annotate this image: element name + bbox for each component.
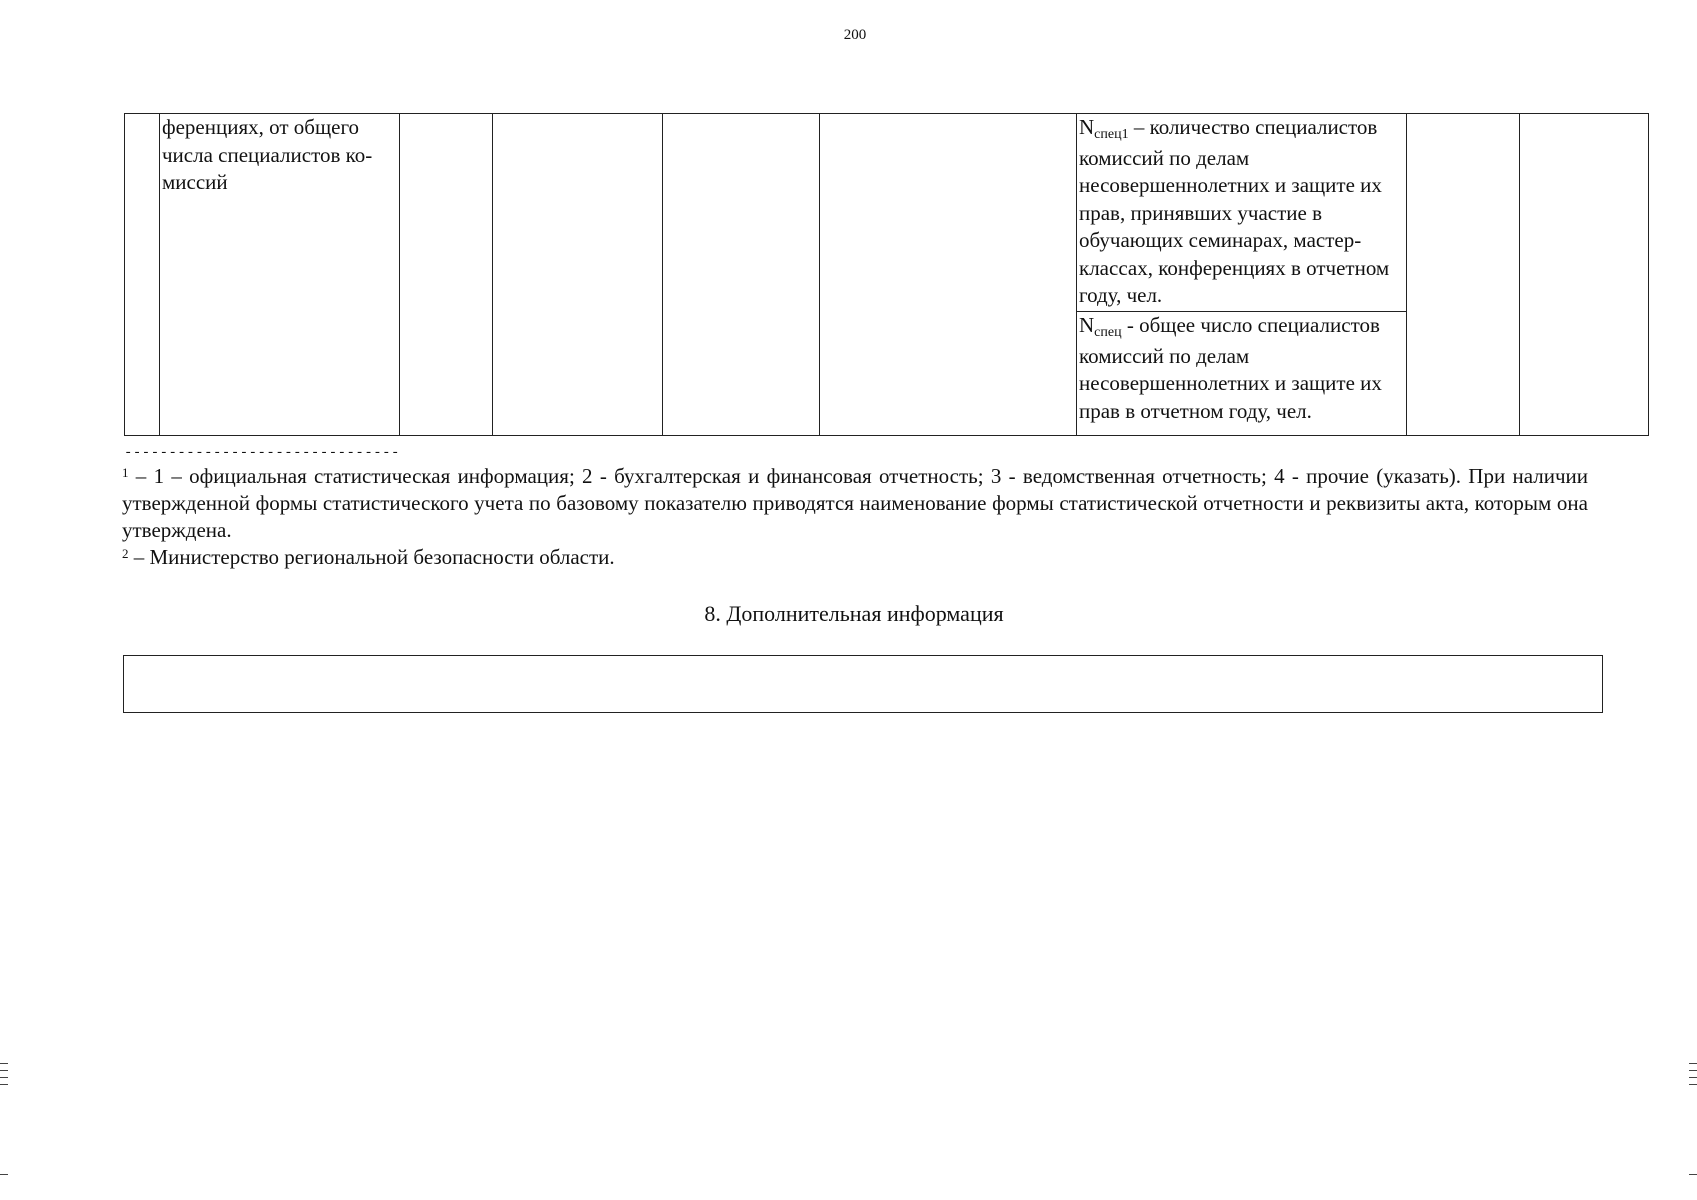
footnote-text: – 1 – официальная статистическая информация; 2 - бухгалтерская и финансовая отчетность; 3 - ведомственная отчетность; 4 - прочие (указать). При наличии утвержденной формы статистического учета по базовому показателю приводятся наименование формы статистической отчетности и реквизиты акта, которым она утверждена.: [122, 464, 1588, 542]
scan-edge-mark: [1689, 1174, 1697, 1175]
footnotes: [122, 463, 1588, 571]
footnote-separator: -------------------------------: [124, 445, 400, 461]
cell-okei: [493, 114, 663, 436]
cell-indicator-name: [160, 114, 400, 436]
cell-variable-1: [1077, 114, 1407, 312]
additional-info-box: [123, 655, 1603, 713]
scan-edge-mark: [1689, 1077, 1697, 1078]
footnote-mark: 2: [122, 546, 129, 561]
scan-edge-mark: [0, 1084, 8, 1085]
table-row: [125, 114, 1649, 312]
footnote-2: [122, 544, 1588, 571]
cell-responsible: [1520, 114, 1649, 436]
footnote-mark: 1: [122, 465, 129, 480]
variable-symbol: N: [1079, 115, 1095, 139]
scan-edge-mark: [0, 1070, 8, 1071]
footnote-1: [122, 463, 1588, 544]
cell-unit: [400, 114, 493, 436]
cell-method: [663, 114, 820, 436]
cell-variable-2: [1077, 312, 1407, 436]
scan-edge-mark: [0, 1174, 8, 1175]
variable-description: - общее число специалистов комиссий по делам несовершеннолетних и защите их прав в отчетном году, чел.: [1079, 313, 1382, 423]
scan-edge-mark: [0, 1077, 8, 1078]
footnote-text: – Министерство региональной безопасности области.: [128, 545, 615, 569]
variable-description: – количество специалистов комиссий по делам несовершеннолетних и защите их прав, принявших участие в обучающих семинарах, мастер-классах, конференциях в отчетном году, чел.: [1079, 115, 1390, 307]
section-title: 8. Дополнительная информация: [704, 601, 1004, 626]
scan-edge-mark: [1689, 1070, 1697, 1071]
variable-symbol: N: [1079, 313, 1095, 337]
cell-formula: [820, 114, 1077, 436]
cell-number: [125, 114, 160, 436]
indicator-name-text: ференциях, от общего числа специалистов ко-миссий: [162, 115, 373, 194]
page-number: 200: [843, 27, 867, 43]
scan-edge-mark: [0, 1063, 8, 1064]
cell-source: [1407, 114, 1520, 436]
variable-subscript: спец1: [1094, 127, 1129, 142]
scan-edge-mark: [1689, 1063, 1697, 1064]
variable-subscript: спец: [1094, 325, 1122, 340]
indicator-table: [124, 113, 1649, 436]
scan-edge-mark: [1689, 1084, 1697, 1085]
